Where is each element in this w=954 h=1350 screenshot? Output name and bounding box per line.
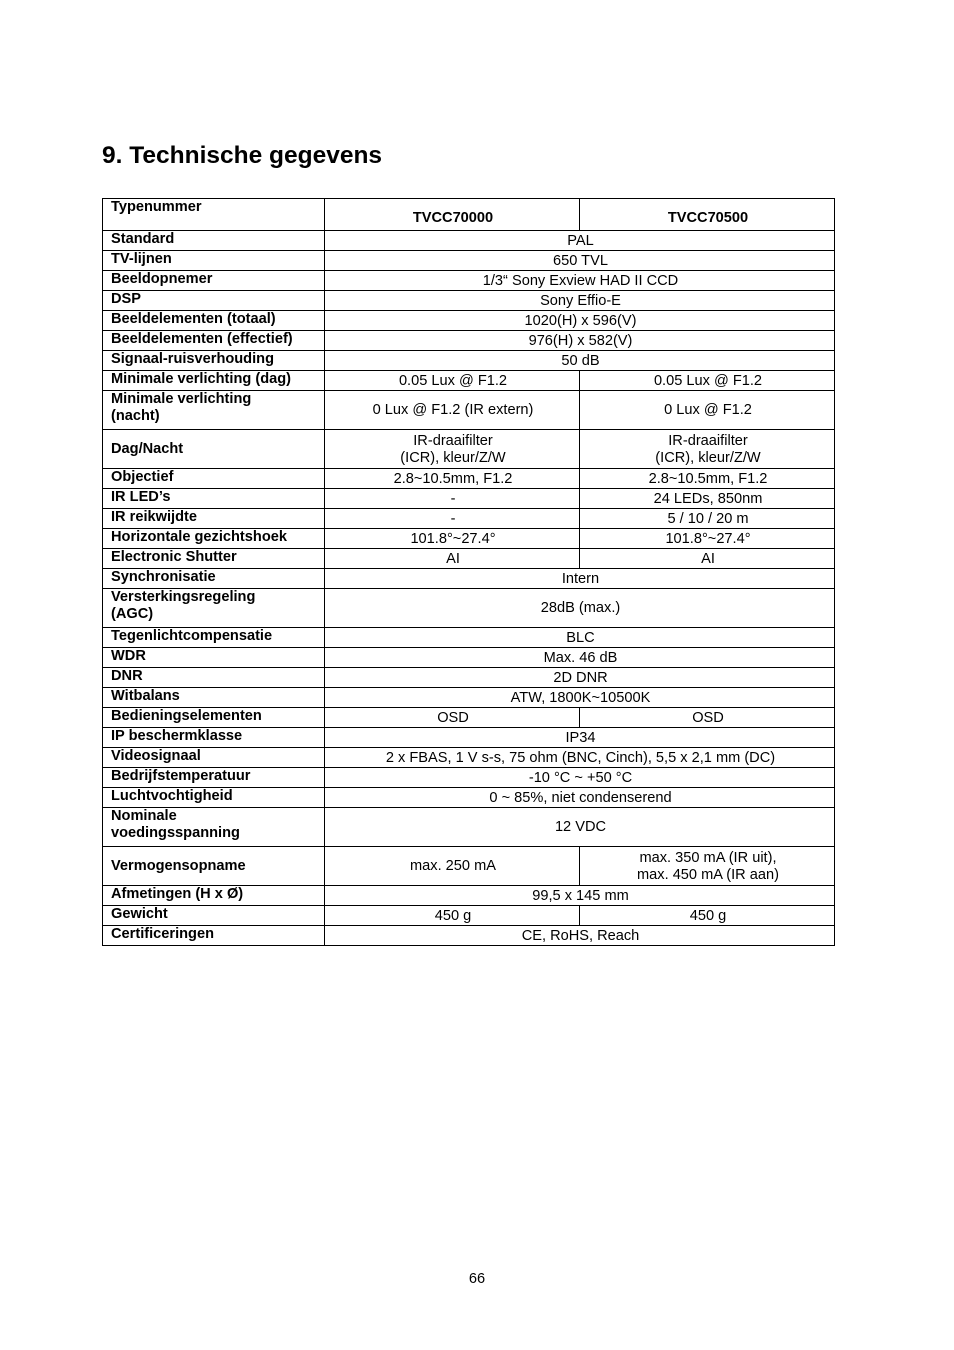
row-label-cell: Certificeringen xyxy=(103,926,325,946)
table-row xyxy=(103,808,835,847)
row-value-a-cell: max. 250 mA xyxy=(325,847,580,886)
row-value-cell: PAL xyxy=(325,231,835,251)
cell-line: max. 350 mA (IR uit), xyxy=(639,849,777,866)
row-value-cell: 1/3“ Sony Exview HAD II CCD xyxy=(325,271,835,291)
row-label-cell: Electronic Shutter xyxy=(103,549,325,569)
row-value-cell: Intern xyxy=(325,569,835,589)
row-label-cell: DSP xyxy=(103,291,325,311)
row-value-b-cell: 101.8°~27.4° xyxy=(580,529,835,549)
table-row xyxy=(103,271,835,291)
row-value-cell: 28dB (max.) xyxy=(325,589,835,628)
row-value-a-cell: - xyxy=(325,509,580,529)
table-row xyxy=(103,489,835,509)
cell-line: max. 450 mA (IR aan) xyxy=(637,866,779,883)
row-value-cell: IP34 xyxy=(325,728,835,748)
row-value-cell: 1020(H) x 596(V) xyxy=(325,311,835,331)
page-number: 66 xyxy=(468,1271,486,1287)
row-label-cell: Bedieningselementen xyxy=(103,708,325,728)
row-value-a-cell: 0.05 Lux @ F1.2 xyxy=(325,371,580,391)
row-value-cell: CE, RoHS, Reach xyxy=(325,926,835,946)
row-value-cell: 2 x FBAS, 1 V s-s, 75 ohm (BNC, Cinch), 5,5 x 2,1 mm (DC) xyxy=(325,748,835,768)
row-label-cell: Videosignaal xyxy=(103,748,325,768)
cell-line: voedingsspanning xyxy=(111,825,240,841)
specifications-table-body xyxy=(103,199,835,946)
table-row xyxy=(103,688,835,708)
row-label-cell: DNR xyxy=(103,668,325,688)
row-value-cell: -10 °C ~ +50 °C xyxy=(325,768,835,788)
row-value-a-cell: 101.8°~27.4° xyxy=(325,529,580,549)
row-value-cell: 0 ~ 85%, niet condenserend xyxy=(325,788,835,808)
table-row xyxy=(103,768,835,788)
row-label-cell xyxy=(103,589,325,628)
table-row xyxy=(103,331,835,351)
row-label-cell: Beeldelementen (totaal) xyxy=(103,311,325,331)
cell-line: (nacht) xyxy=(111,408,160,424)
table-row xyxy=(103,708,835,728)
row-label-cell xyxy=(103,391,325,430)
table-row xyxy=(103,311,835,331)
table-row xyxy=(103,231,835,251)
row-value-a-cell: 0 Lux @ F1.2 (IR extern) xyxy=(325,391,580,430)
row-label-cell: TV-lijnen xyxy=(103,251,325,271)
table-row xyxy=(103,549,835,569)
row-label-cell: Signaal-ruisverhouding xyxy=(103,351,325,371)
row-value-b-cell: AI xyxy=(580,549,835,569)
table-row xyxy=(103,748,835,768)
row-label-cell: Dag/Nacht xyxy=(103,430,325,469)
row-value-b-cell: OSD xyxy=(580,708,835,728)
row-value-a-cell: AI xyxy=(325,549,580,569)
table-row xyxy=(103,668,835,688)
table-row xyxy=(103,589,835,628)
table-row xyxy=(103,569,835,589)
row-label-cell: Objectief xyxy=(103,469,325,489)
row-label-cell: Standard xyxy=(103,231,325,251)
row-value-a-cell xyxy=(325,430,580,469)
header-model-b-cell: TVCC70500 xyxy=(580,199,835,231)
row-value-b-cell: 450 g xyxy=(580,906,835,926)
row-value-cell: 12 VDC xyxy=(325,808,835,847)
row-label-cell: Vermogensopname xyxy=(103,847,325,886)
row-label-cell: Afmetingen (H x Ø) xyxy=(103,886,325,906)
row-label-cell: IR reikwijdte xyxy=(103,509,325,529)
row-value-cell: Max. 46 dB xyxy=(325,648,835,668)
table-row xyxy=(103,847,835,886)
table-row xyxy=(103,648,835,668)
row-value-b-cell: 0.05 Lux @ F1.2 xyxy=(580,371,835,391)
table-row xyxy=(103,628,835,648)
header-label-cell: Typenummer xyxy=(103,199,325,231)
section-heading: 9. Technische gegevens xyxy=(102,142,383,169)
cell-line: (ICR), kleur/Z/W xyxy=(655,449,761,466)
row-label-cell: Bedrijfstemperatuur xyxy=(103,768,325,788)
row-label-cell: Luchtvochtigheid xyxy=(103,788,325,808)
cell-line: IR-draaifilter xyxy=(668,432,748,449)
header-model-a-cell: TVCC70000 xyxy=(325,199,580,231)
table-row xyxy=(103,886,835,906)
row-label-cell: Synchronisatie xyxy=(103,569,325,589)
row-label-cell: Horizontale gezichtshoek xyxy=(103,529,325,549)
table-row xyxy=(103,509,835,529)
row-label-cell: Beeldelementen (effectief) xyxy=(103,331,325,351)
table-row xyxy=(103,529,835,549)
row-value-cell: Sony Effio-E xyxy=(325,291,835,311)
row-label-cell: IP beschermklasse xyxy=(103,728,325,748)
cell-line: Nominale xyxy=(111,808,177,824)
row-value-cell: BLC xyxy=(325,628,835,648)
row-label-cell xyxy=(103,808,325,847)
table-row xyxy=(103,469,835,489)
cell-line: Minimale verlichting xyxy=(111,391,252,407)
row-value-a-cell: - xyxy=(325,489,580,509)
table-row xyxy=(103,430,835,469)
row-value-b-cell: 24 LEDs, 850nm xyxy=(580,489,835,509)
table-row xyxy=(103,926,835,946)
table-header-row xyxy=(103,199,835,231)
table-row xyxy=(103,391,835,430)
row-value-cell: 976(H) x 582(V) xyxy=(325,331,835,351)
table-row xyxy=(103,906,835,926)
row-value-b-cell: 2.8~10.5mm, F1.2 xyxy=(580,469,835,489)
row-value-b-cell: 5 / 10 / 20 m xyxy=(580,509,835,529)
row-value-cell: 50 dB xyxy=(325,351,835,371)
row-label-cell: Tegenlichtcompensatie xyxy=(103,628,325,648)
row-label-cell: IR LED’s xyxy=(103,489,325,509)
row-value-cell: 650 TVL xyxy=(325,251,835,271)
row-value-a-cell: OSD xyxy=(325,708,580,728)
table-row xyxy=(103,371,835,391)
row-value-b-cell xyxy=(580,847,835,886)
row-value-a-cell: 450 g xyxy=(325,906,580,926)
row-value-b-cell: 0 Lux @ F1.2 xyxy=(580,391,835,430)
cell-line: (AGC) xyxy=(111,606,154,622)
table-row xyxy=(103,788,835,808)
cell-line: IR-draaifilter xyxy=(413,432,493,449)
row-value-cell: 99,5 x 145 mm xyxy=(325,886,835,906)
table-row xyxy=(103,351,835,371)
table-row xyxy=(103,251,835,271)
row-value-a-cell: 2.8~10.5mm, F1.2 xyxy=(325,469,580,489)
row-label-cell: Witbalans xyxy=(103,688,325,708)
row-label-cell: Gewicht xyxy=(103,906,325,926)
row-value-b-cell xyxy=(580,430,835,469)
specifications-table xyxy=(102,198,835,946)
row-value-cell: 2D DNR xyxy=(325,668,835,688)
cell-line: (ICR), kleur/Z/W xyxy=(400,449,506,466)
table-row xyxy=(103,291,835,311)
row-label-cell: Beeldopnemer xyxy=(103,271,325,291)
row-label-cell: WDR xyxy=(103,648,325,668)
row-value-cell: ATW, 1800K~10500K xyxy=(325,688,835,708)
cell-line: Versterkingsregeling xyxy=(111,589,256,605)
table-row xyxy=(103,728,835,748)
row-label-cell: Minimale verlichting (dag) xyxy=(103,371,325,391)
